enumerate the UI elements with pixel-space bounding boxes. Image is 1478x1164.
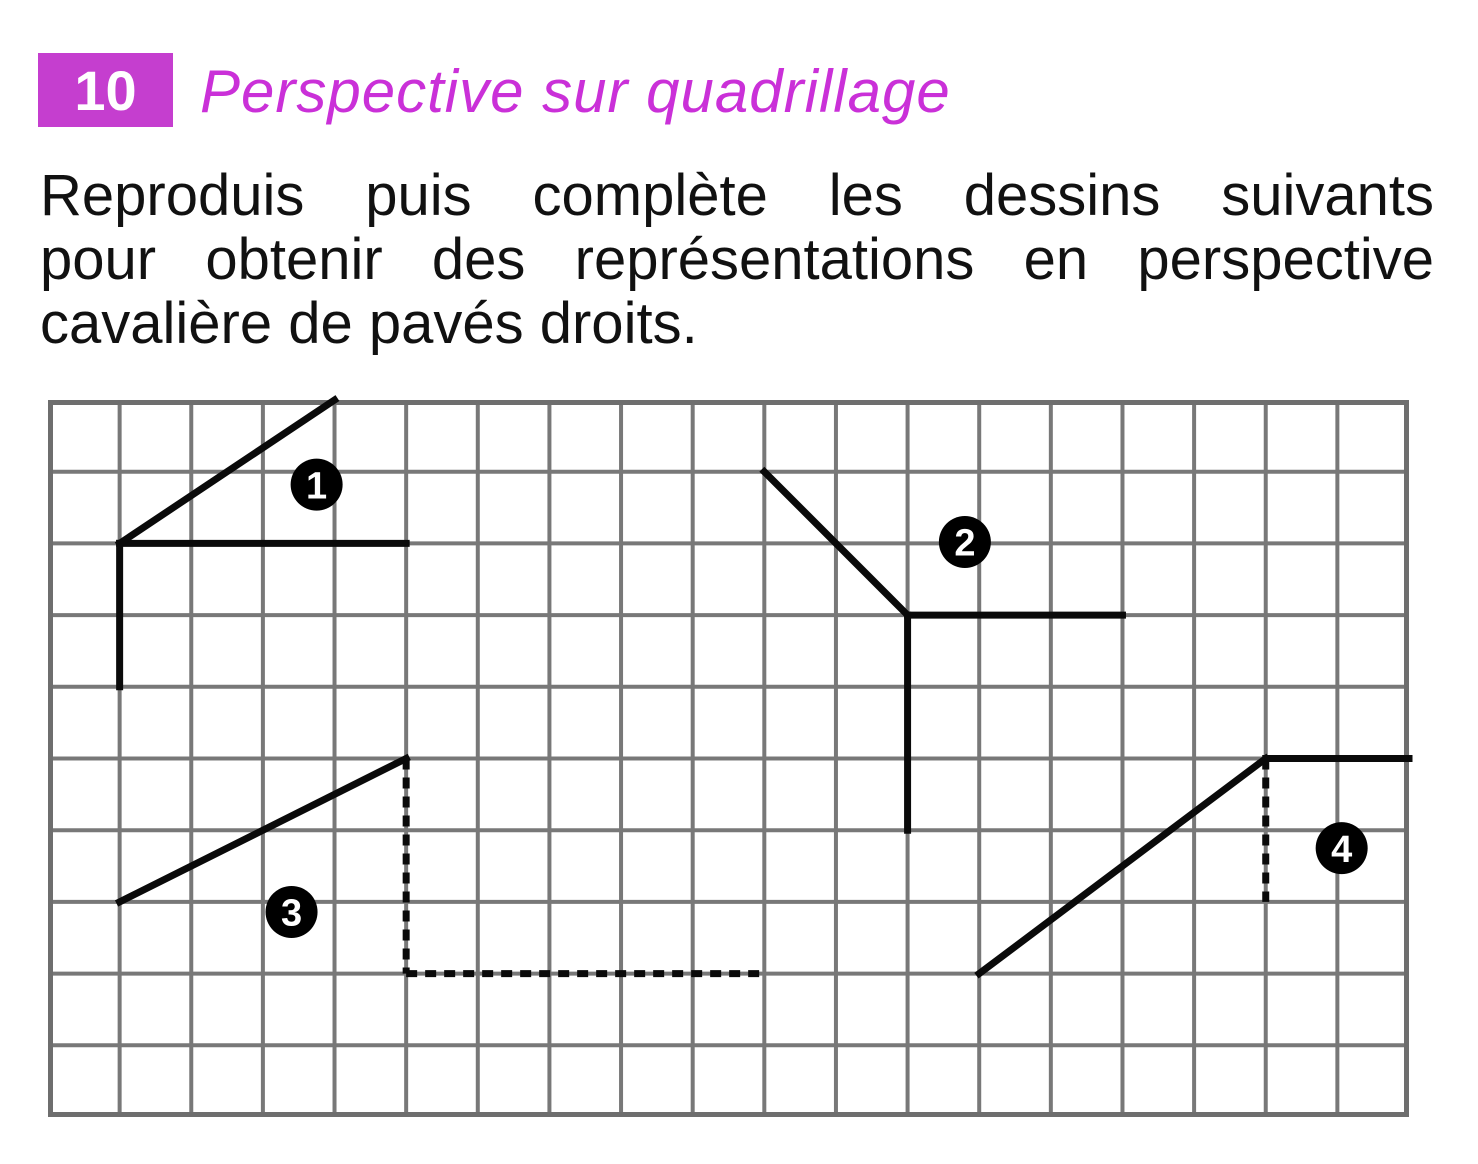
figure-badge-label-3: 3 xyxy=(280,892,303,935)
exercise-title: Perspective sur quadrillage xyxy=(200,58,951,125)
grid-figure xyxy=(48,400,1409,1117)
figure-badge-label-2: 2 xyxy=(954,522,976,565)
instruction-text xyxy=(40,164,1434,356)
quadrillage-svg xyxy=(48,400,1409,1117)
exercise-header xyxy=(0,0,1478,140)
figure-badge-label-4: 4 xyxy=(1331,828,1353,871)
instruction-line-1: Reproduis puis complète les dessins suivants xyxy=(40,163,1434,228)
exercise-number-badge: 10 xyxy=(38,53,173,127)
instruction-line-2: pour obtenir des représentations en perspective xyxy=(40,227,1434,292)
instruction-line-3: cavalière de pavés droits. xyxy=(40,291,698,356)
figure-badge-label-1: 1 xyxy=(306,465,328,508)
